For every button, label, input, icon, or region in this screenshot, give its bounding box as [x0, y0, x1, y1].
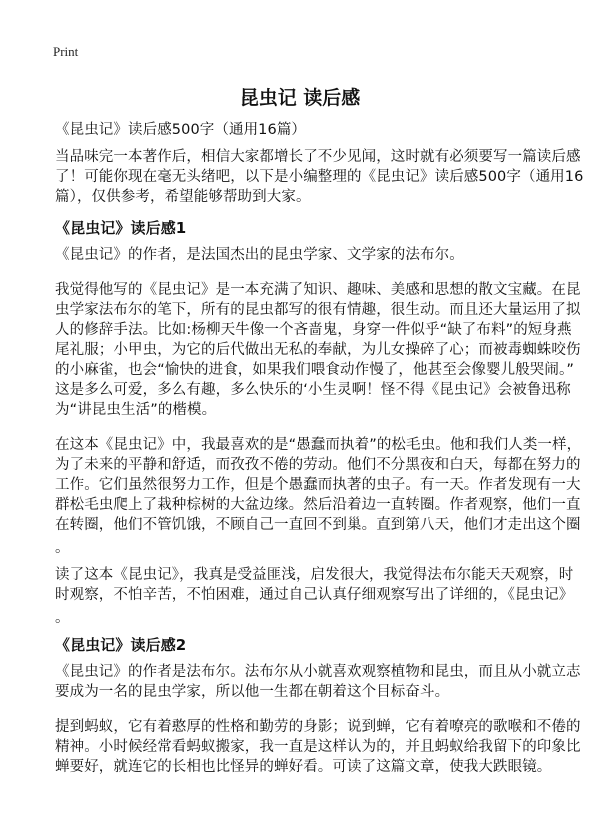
paragraph: [55, 565, 574, 628]
text-line: 工作。它们虽然很努力工作，但是个愚蠢而执著的虫子。有一天。作者发现有一大: [55, 477, 581, 493]
text-line: 读了这本《昆虫记》，我真是受益匪浅，启发很大，我觉得法布尔能天天观察，时: [55, 567, 574, 583]
text-line: 提到蚂蚁，它有着憨厚的性格和勤劳的身影；说到蝉，它有着嘹亮的歌喉和不倦的: [55, 719, 581, 735]
text-line: 《昆虫记》的作者，是法国杰出的昆虫学家、文学家的法布尔。: [55, 247, 464, 263]
section-heading-2: [55, 635, 555, 655]
text-line: 了！可能你现在毫无头绪吧，以下是小编整理的《昆虫记》读后感500字（通用16: [55, 169, 584, 185]
text-line: 这是多么可爱，多么有趣，多么快乐的‘小生灵啊！怪不得《昆虫记》会被鲁迅称: [55, 382, 571, 398]
text-line: 在这本《昆虫记》中，我最喜欢的是“愚蠢而执着”的松毛虫。他和我们人类一样，: [55, 437, 582, 453]
paragraph: [55, 435, 582, 558]
heading-text: 《昆虫记》读后感1: [55, 219, 187, 237]
text-line: 篇），仅供参考，希望能够帮助到大家。: [55, 189, 311, 205]
text-line: 精神。小时候经常看蚂蚁搬家，我一直是这样认为的，并且蚂蚁给我留下的印象比: [55, 739, 581, 755]
text-line: 。: [55, 540, 70, 556]
paragraph: [55, 662, 581, 702]
text-line: 群松毛虫爬上了栽种棕树的大盆边缘。然后沿着边一直转圈。作者观察，他们一直: [55, 497, 581, 513]
paragraph: [55, 717, 581, 777]
text-line: 为“讲昆虫生活”的楷模。: [55, 402, 217, 418]
text-line: 人的修辞手法。比如:杨柳天牛像一个吝啬鬼，身穿一件似乎“缺了布料”的短身燕: [55, 322, 572, 338]
text-line: 时观察，不怕辛苦，不怕困难，通过自己认真仔细观察写出了详细的，《昆虫记》: [55, 587, 574, 603]
section-heading-1: [55, 218, 555, 238]
text-line: 尾礼服；小甲虫，为它的后代做出无私的奉献，为儿女操碎了心；而被毒蜘蛛咬伤: [55, 342, 581, 358]
text-line: 要成为一名的昆虫学家，所以他一生都在朝着这个目标奋斗。: [55, 684, 450, 700]
intro-paragraph: [55, 147, 584, 207]
page-title: 昆虫记 读后感: [239, 87, 361, 109]
subtitle: [55, 120, 555, 140]
text-line: 《昆虫记》的作者是法布尔。法布尔从小就喜欢观察植物和昆虫，而且从小就立志: [55, 664, 581, 680]
text-line: 当品味完一本著作后，相信大家都增长了不少见闻，这时就有必须要写一篇读后感: [55, 149, 581, 165]
text-line: 蝉要好，就连它的长相也比怪异的蝉好看。可读了这篇文章，使我大跌眼镜。: [55, 759, 552, 775]
text-line: 的小麻雀，也会“愉快的进食，如果我们喂食动作慢了，他甚至会像婴儿般哭闹。”: [55, 362, 574, 378]
text-line: 我觉得他写的《昆虫记》是一本充满了知识、趣味、美感和思想的散文宝藏。在昆: [55, 282, 581, 298]
paragraph: [55, 245, 555, 265]
subtitle-text: 《昆虫记》读后感500字（通用16篇）: [55, 122, 307, 138]
print-link[interactable]: Print: [53, 44, 79, 59]
heading-text: 《昆虫记》读后感2: [55, 636, 187, 654]
text-line: 为了未来的平静和舒适，而孜孜不倦的劳动。他们不分黑夜和白天，每都在努力的: [55, 457, 581, 473]
text-line: 在转圈，他们不管饥饿，不顾自己一直回不到巢。直到第八天，他们才走出这个圈: [55, 517, 581, 533]
text-line: 虫学家法布尔的笔下，所有的昆虫都写的很有情趣，很生动。而且还大量运用了拟: [55, 302, 581, 318]
text-line: 。: [55, 610, 70, 626]
paragraph: [55, 280, 581, 420]
